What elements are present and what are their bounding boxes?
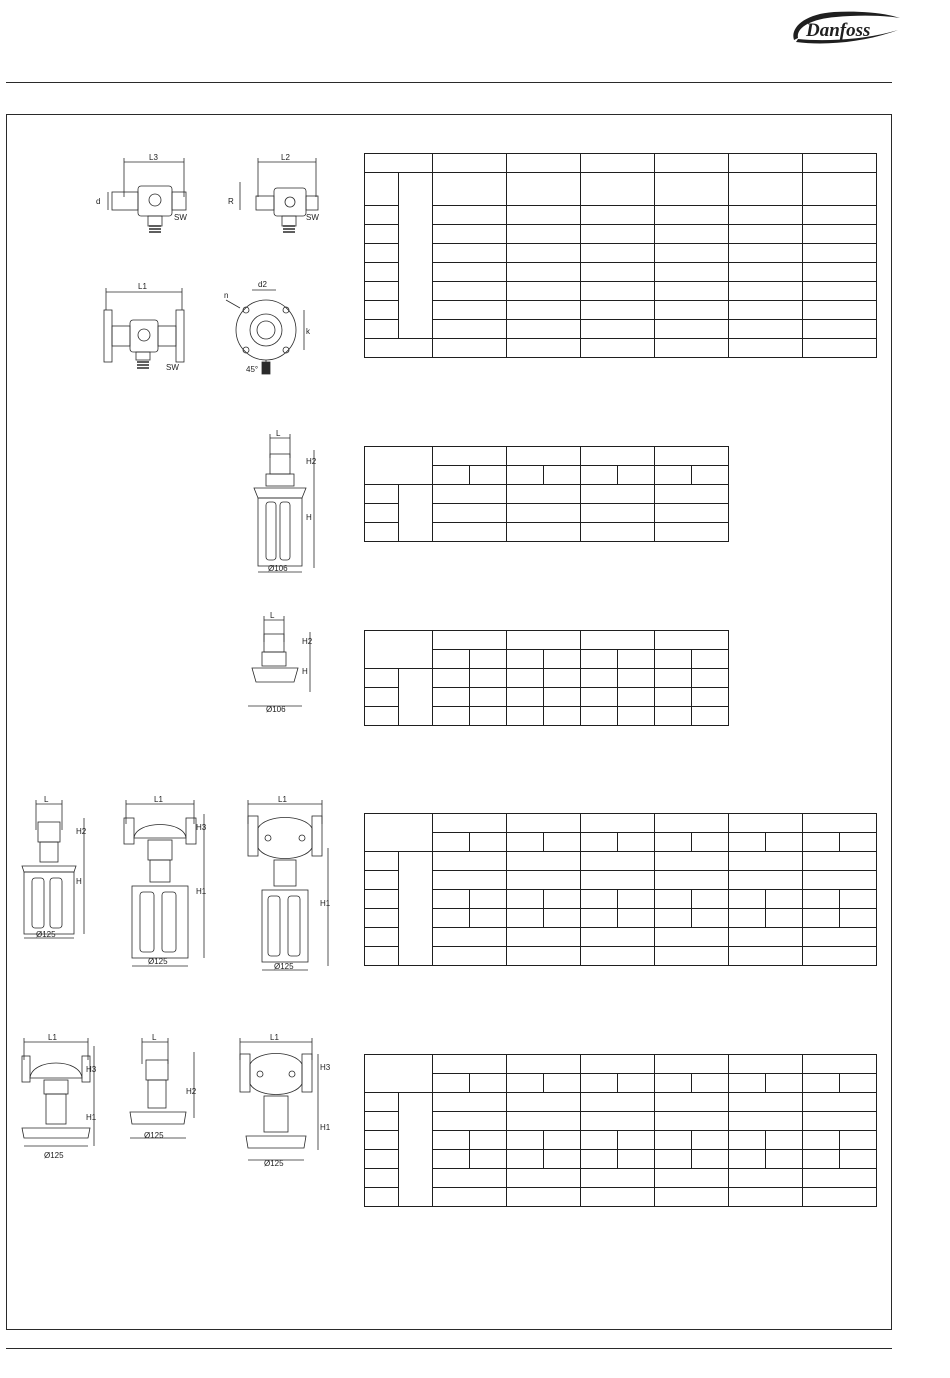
combo-d-label-3: Ø125: [44, 1151, 64, 1160]
svg-text:Danfoss: Danfoss: [806, 20, 871, 41]
combo-c-label-1: H1: [320, 899, 331, 908]
spec-table-4: [364, 813, 877, 966]
actuator-large-label-3: Ø106: [268, 564, 288, 573]
flange-face-label-2: k: [306, 327, 310, 336]
combo-f-label-1: H3: [320, 1063, 331, 1072]
combo-f-label-3: Ø125: [264, 1159, 284, 1168]
spec-table-1: [364, 153, 877, 358]
flange-face-drawing: [220, 280, 320, 380]
threaded-body-label-1: d: [96, 197, 101, 206]
union-body-drawing: [228, 152, 336, 242]
combo-e-label-0: L: [152, 1033, 157, 1042]
combo-a-label-3: Ø125: [36, 930, 56, 939]
combo-a-label-2: H: [76, 877, 82, 886]
combo-a-label-1: H2: [76, 827, 87, 836]
flanged-body-label-0: L1: [138, 282, 147, 291]
flange-face-label-0: d2: [258, 280, 267, 289]
actuator-small-label-3: Ø106: [266, 705, 286, 714]
flanged-body-label-1: SW: [166, 363, 179, 372]
actuator-large-label-2: H: [306, 513, 312, 522]
combo-d-label-2: H1: [86, 1113, 97, 1122]
actuator-small-label-0: L: [270, 611, 275, 620]
combo-e-label-1: H2: [186, 1087, 197, 1096]
combo-f-label-2: H1: [320, 1123, 331, 1132]
combo-f-label-0: L1: [270, 1033, 279, 1042]
threaded-body-label-0: L3: [149, 153, 158, 162]
combo-c-label-2: Ø125: [274, 962, 294, 971]
combo-d-label-1: H3: [86, 1065, 97, 1074]
combo-b-label-1: H3: [196, 823, 207, 832]
combo-b-label-3: Ø125: [148, 957, 168, 966]
combo-a-label-0: L: [44, 795, 49, 804]
combo-c-label-0: L1: [278, 795, 287, 804]
threaded-body-label-2: SW: [174, 213, 187, 222]
footer-rule: [6, 1348, 892, 1349]
combo-b-label-0: L1: [154, 795, 163, 804]
combo-c-drawing: [236, 794, 336, 980]
actuator-large-drawing: [244, 428, 324, 578]
combo-b-label-2: H1: [196, 887, 207, 896]
combo-e-drawing: [128, 1034, 208, 1146]
actuator-large-label-0: L: [276, 429, 281, 438]
spec-table-5: [364, 1054, 877, 1207]
union-body-label-1: R: [228, 197, 234, 206]
combo-a-drawing: [18, 794, 98, 944]
combo-f-drawing: [232, 1034, 332, 1174]
threaded-body-drawing: [96, 152, 204, 242]
flanged-body-drawing: [96, 280, 196, 380]
actuator-small-drawing: [244, 612, 324, 722]
actuator-small-label-2: H: [302, 667, 308, 676]
combo-b-drawing: [118, 794, 218, 974]
combo-e-label-2: Ø125: [144, 1131, 164, 1140]
combo-d-drawing: [16, 1034, 106, 1166]
spec-table-3: [364, 630, 729, 726]
union-body-label-2: SW: [306, 213, 319, 222]
spec-table-2: [364, 446, 729, 542]
union-body-label-0: L2: [281, 153, 290, 162]
danfoss-logo: [786, 6, 906, 50]
header-rule: [6, 82, 892, 83]
flange-face-label-3: 45°: [246, 365, 259, 374]
actuator-small-label-1: H2: [302, 637, 313, 646]
actuator-large-label-1: H2: [306, 457, 317, 466]
flange-face-label-1: n: [224, 291, 229, 300]
combo-d-label-0: L1: [48, 1033, 57, 1042]
